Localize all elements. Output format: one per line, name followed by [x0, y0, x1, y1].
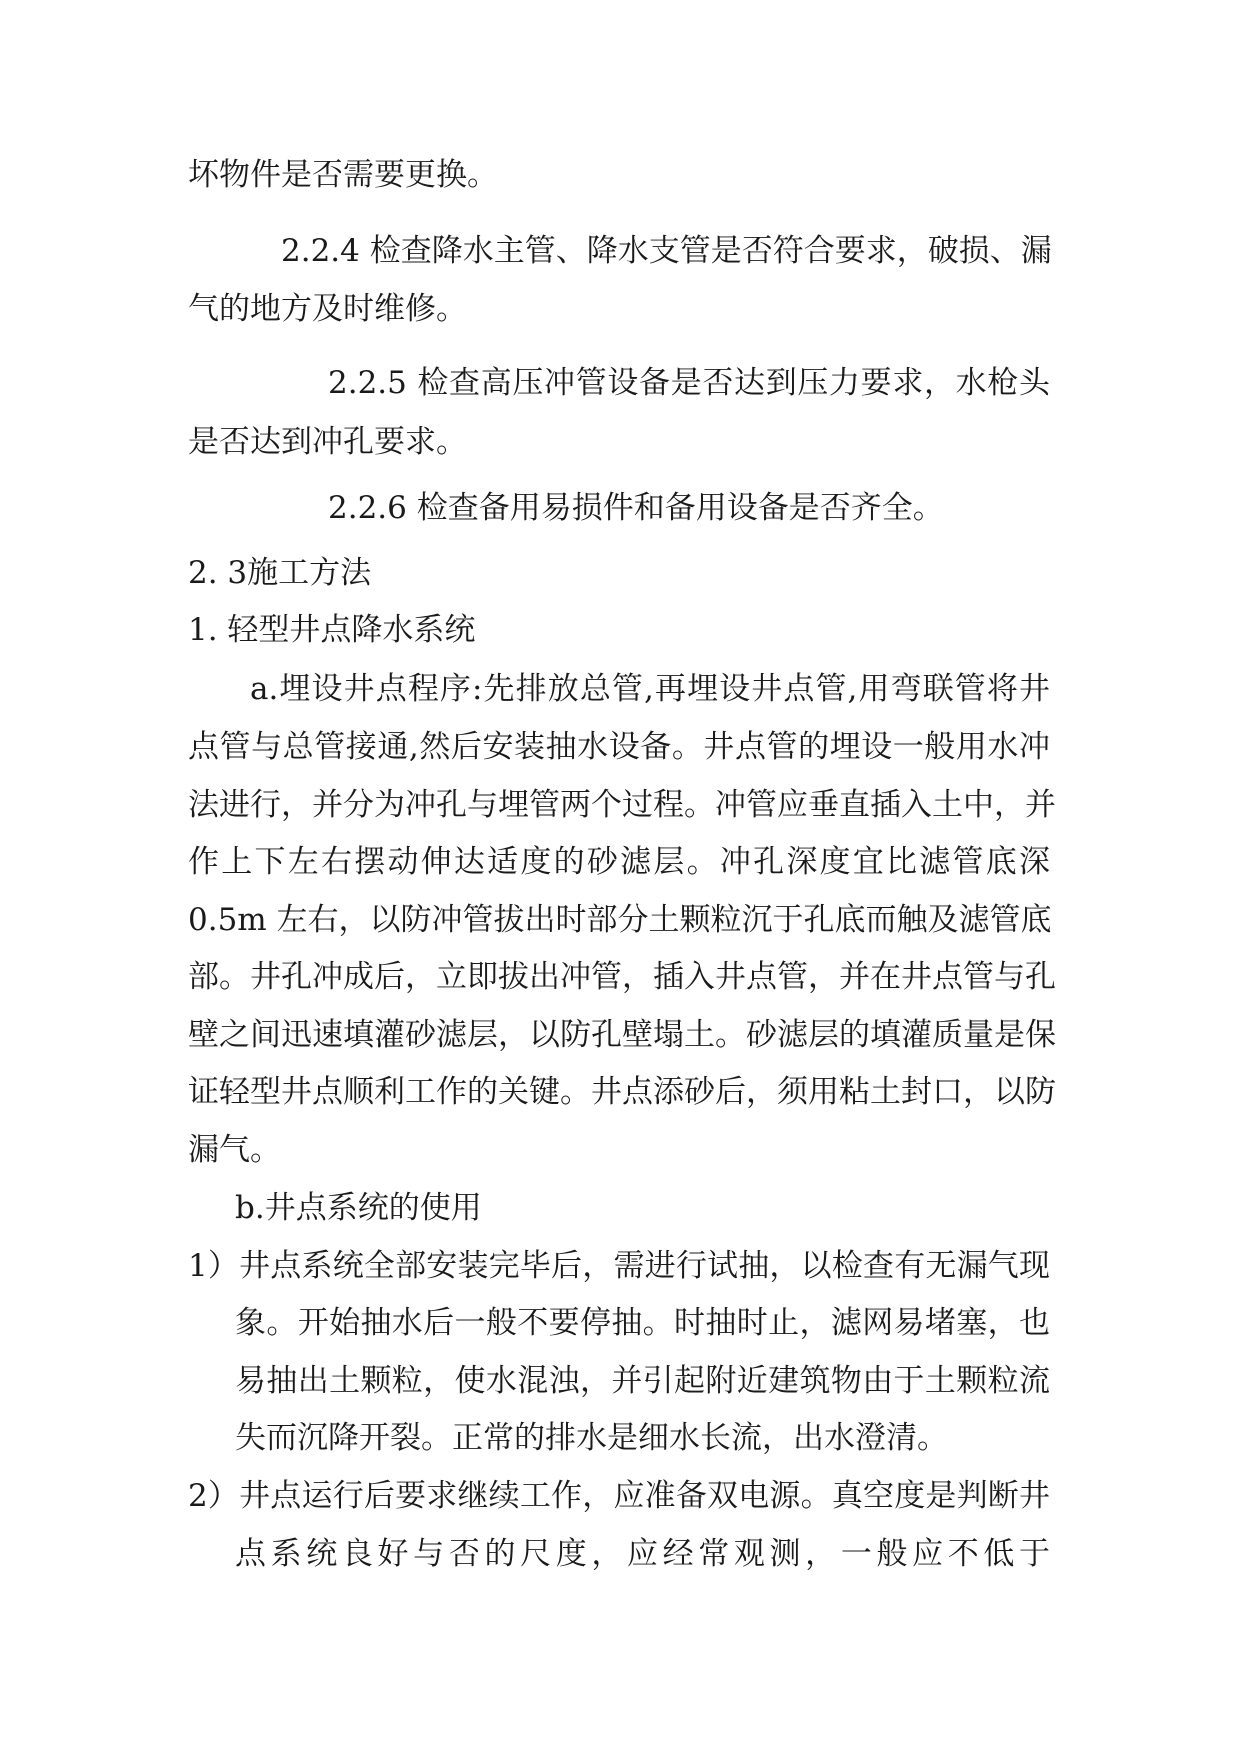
text-line: 部。井孔冲成后，立即拔出冲管，插入井点管，并在井点管与孔 — [188, 959, 1056, 995]
text-line: 壁之间迅速填灌砂滤层，以防孔壁塌土。砂滤层的填灌质量是保 — [188, 1017, 1056, 1053]
text-line: 证轻型井点顺利工作的关键。井点添砂后，须用粘土封口，以防 — [188, 1074, 1056, 1110]
list-item: 2）井点运行后要求继续工作，应准备双电源。真空度是判断井 — [188, 1478, 1050, 1514]
section-heading: 2. 3施工方法 — [188, 555, 372, 591]
list-item: 1）井点系统全部安装完毕后，需进行试抽，以检查有无漏气现 — [188, 1248, 1050, 1284]
text-line: 2.2.6 检查备用易损件和备用设备是否齐全。 — [328, 490, 944, 526]
text-line: 作上下左右摆动伸达适度的砂滤层。冲孔深度宜比滤管底深 — [188, 844, 1050, 880]
text-line: 坏物件是否需要更换。 — [188, 157, 498, 193]
text-line: 气的地方及时维修。 — [188, 291, 467, 327]
list-item-continuation: 失而沉降开裂。正常的排水是细水长流，出水澄清。 — [235, 1420, 948, 1456]
text-line: a.埋设井点程序:先排放总管,再埋设井点管,用弯联管将井 — [250, 671, 1050, 707]
text-line: 0.5m 左右，以防冲管拔出时部分土颗粒沉于孔底而触及滤管底 — [188, 902, 1052, 938]
list-item-continuation: 点系统良好与否的尺度，应经常观测，一般应不低于 — [235, 1536, 1050, 1572]
subsection-heading: b.井点系统的使用 — [235, 1190, 482, 1226]
text-line: 2.2.5 检查高压冲管设备是否达到压力要求，水枪头 — [328, 365, 1050, 401]
text-line: 漏气。 — [188, 1132, 281, 1168]
list-item-continuation: 易抽出土颗粒，使水混浊，并引起附近建筑物由于土颗粒流 — [235, 1363, 1050, 1399]
text-line: 点管与总管接通,然后安装抽水设备。井点管的埋设一般用水冲 — [188, 729, 1050, 765]
list-item-continuation: 象。开始抽水后一般不要停抽。时抽时止，滤网易堵塞，也 — [235, 1305, 1050, 1341]
text-line: 2.2.4 检查降水主管、降水支管是否符合要求，破损、漏 — [281, 233, 1052, 269]
subsection-heading: 1. 轻型井点降水系统 — [188, 612, 476, 648]
text-line: 法进行，并分为冲孔与埋管两个过程。冲管应垂直插入土中，并 — [188, 787, 1056, 823]
text-line: 是否达到冲孔要求。 — [188, 424, 467, 460]
